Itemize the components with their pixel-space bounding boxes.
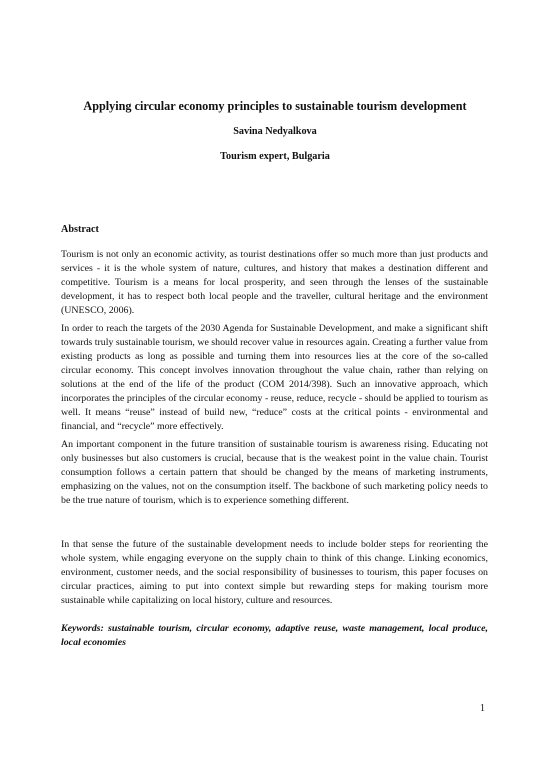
abstract-paragraph: Tourism is not only an economic activity, as tourist destinations offer so much more than just products and services - it is the whole system of nature, cultures, and history that makes a destination different and competitive. Tourism is a means for local prosperity, and seen through the lenses of the sustainable development, it has to respect both local people and the traveller, cultural heritage and the environment (UNESCO, 2006). (61, 249, 488, 316)
keywords: Keywords: sustainable tourism, circular economy, adaptive reuse, waste management, local produce, local economies (61, 623, 488, 648)
abstract-paragraph: An important component in the future transition of sustainable tourism is awareness rising. Educating not only businesses but also customers is crucial, because that is the weakest point in the value chain. Tourist consumption follows a certain pattern that should be changed by the means of marketing instruments, emphasizing on the values, not on the consumption itself. The backbone of such marketing policy needs to be the true nature of tourism, which is to experience something different. (61, 439, 488, 506)
page-number: 1 (480, 703, 485, 714)
abstract-paragraph: In that sense the future of the sustainable development needs to include bolder steps for reorienting the whole system, while engaging everyone on the supply chain to think of this change. Linking economics, environment, customer needs, and the social responsibility of businesses to tourism, this paper focuses on circular practices, aiming to put into context simple but rewarding steps for making tourism more sustainable while capitalizing on local history, culture and resources. (61, 539, 488, 606)
author-name: Savina Nedyalkova (233, 126, 317, 137)
paper-title: Applying circular economy principles to sustainable tourism development (83, 99, 467, 113)
abstract-heading: Abstract (61, 224, 99, 235)
abstract-paragraph: In order to reach the targets of the 2030 Agenda for Sustainable Development, and make a significant shift towards truly sustainable tourism, we should recover value in resources again. Creating a further value from existing products as long as possible and turning them into resources lies at the core of the so-called circular economy. This concept involves innovation throughout the value chain, rather than relying on solutions at the end of the life of the product (COM 2014/398). Such an innovative approach, which incorporates the principles of the circular economy - reuse, reduce, recycle - should be applied to tourism as well. It means “reuse” instead of build new, “reduce” costs at the critical points - environmental and financial, and “recycle” more effectively. (61, 323, 488, 432)
author-affiliation: Tourism expert, Bulgaria (220, 151, 330, 162)
